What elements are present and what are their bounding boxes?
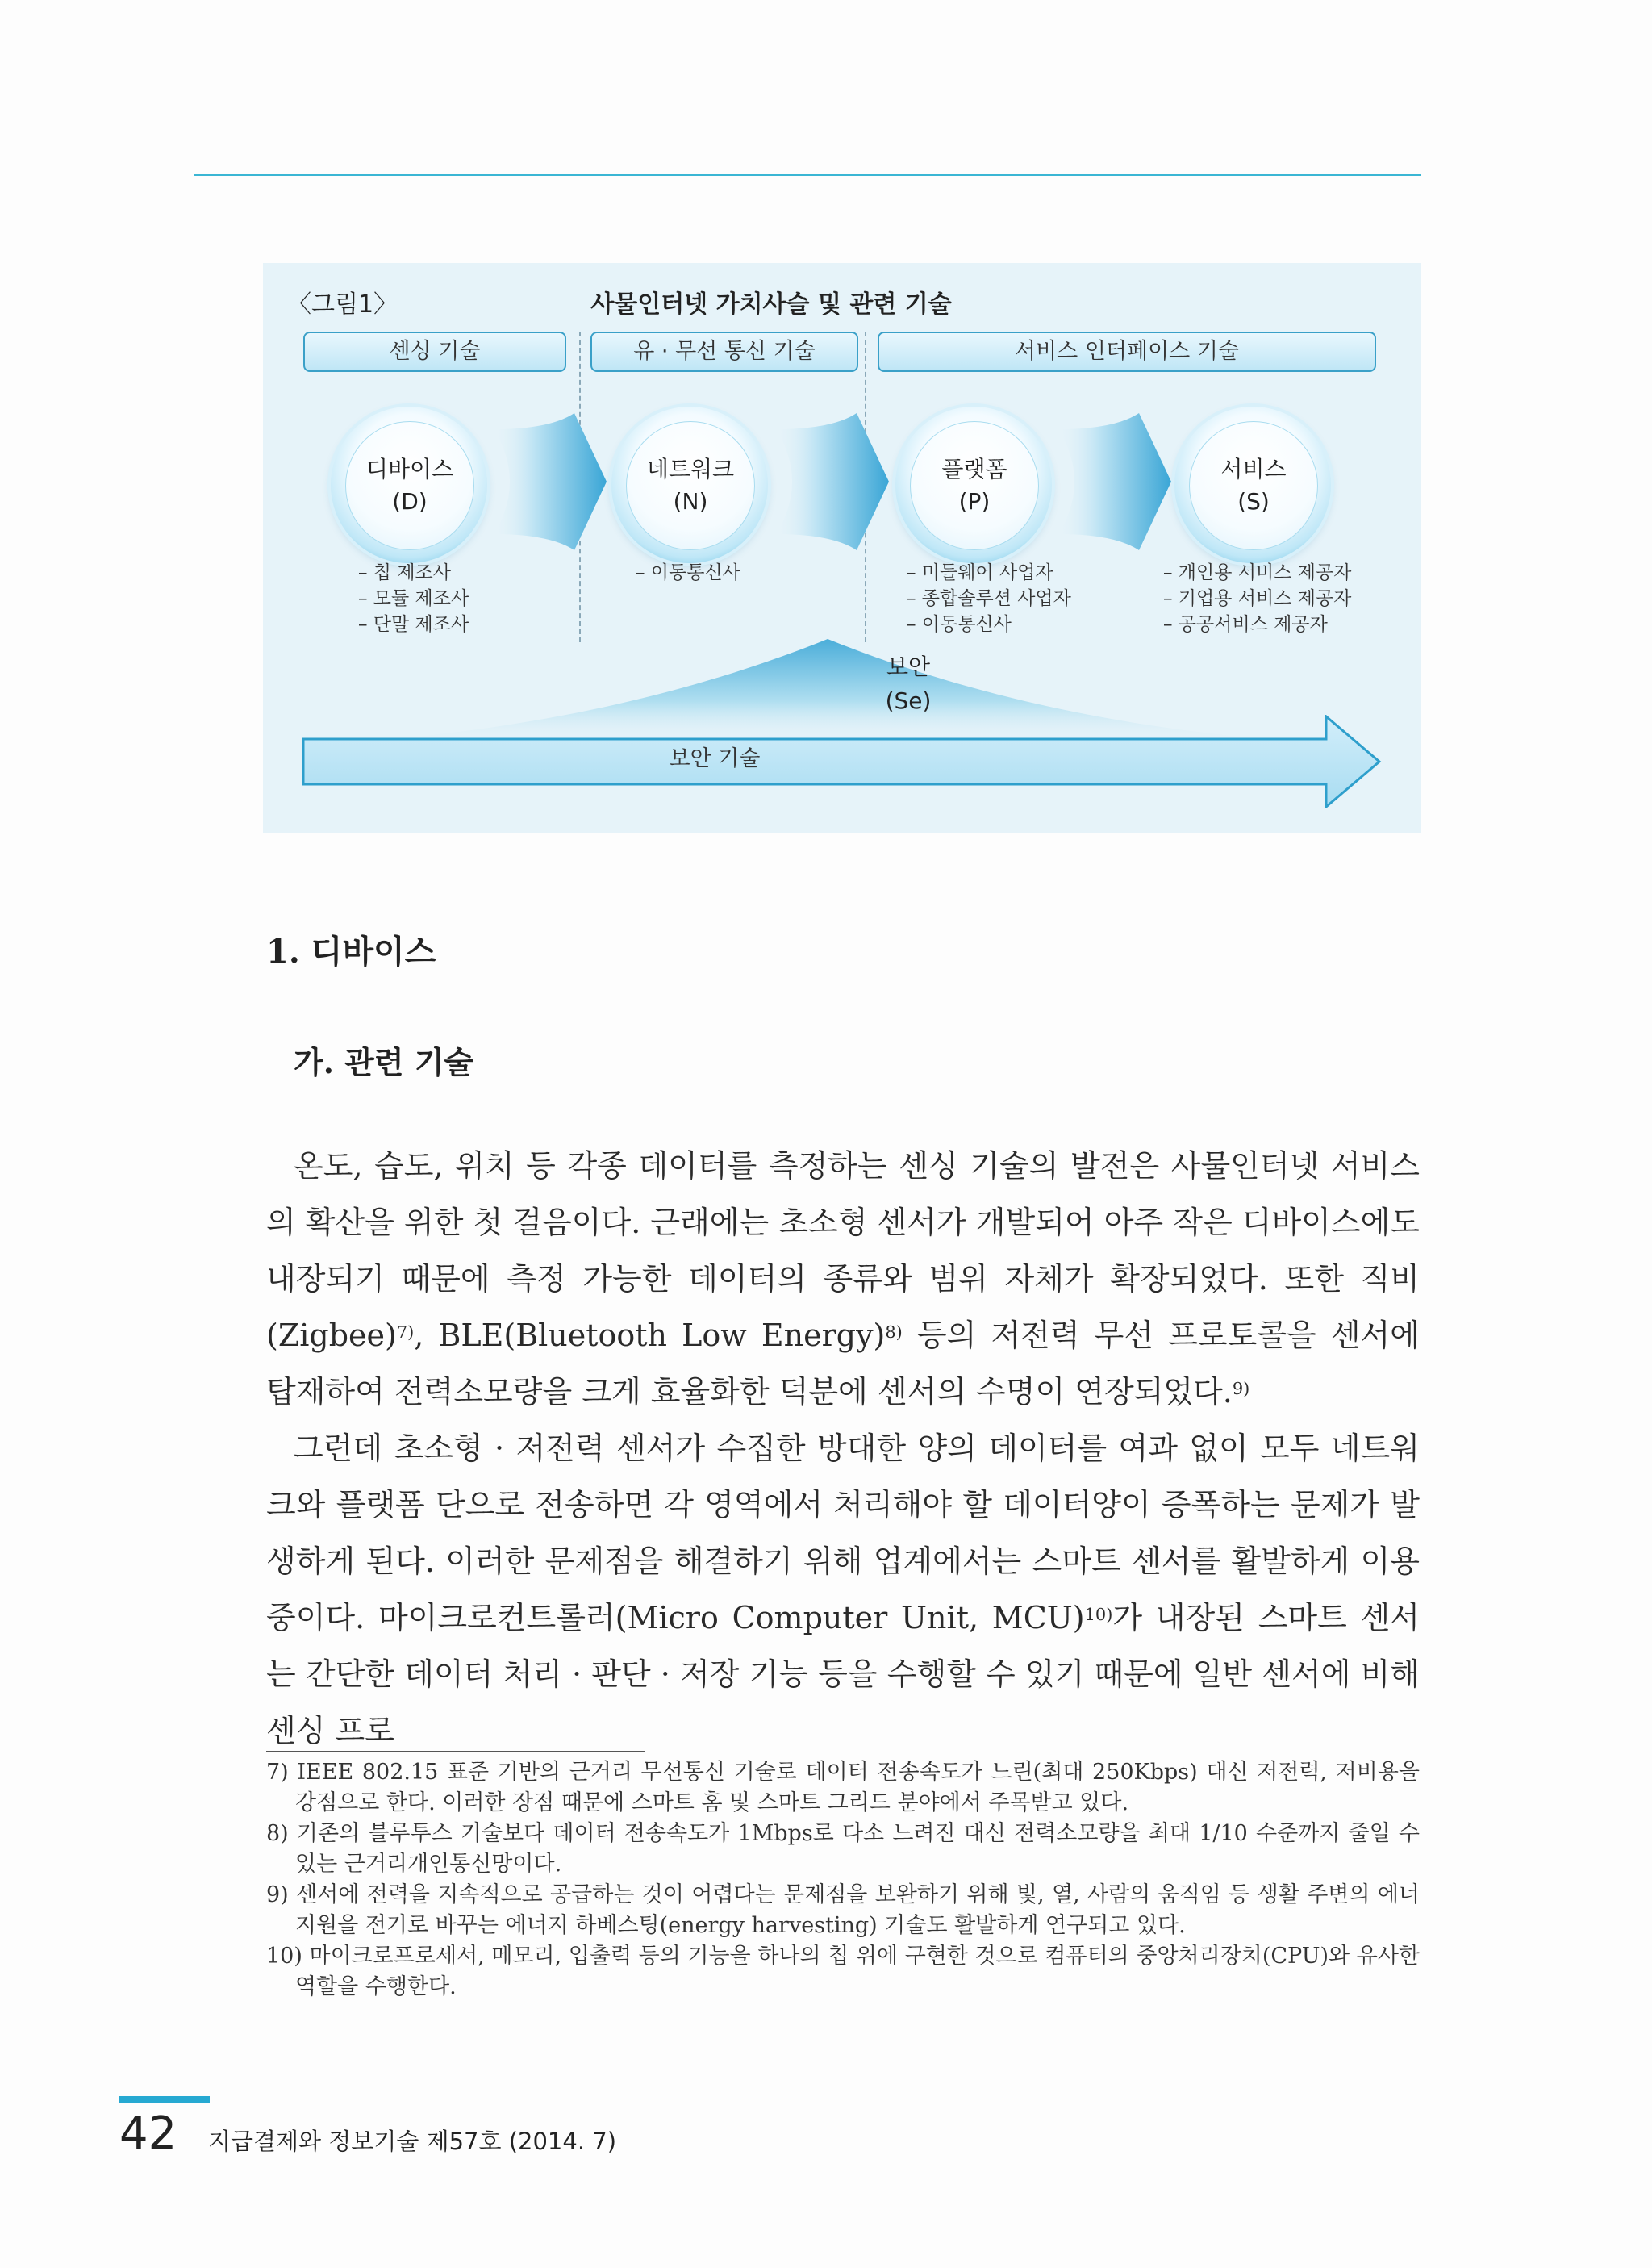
- node-network-name: 네트워크: [646, 456, 735, 482]
- tech-box-network: 유 · 무선 통신 기술: [590, 332, 858, 372]
- security-name: 보안: [886, 654, 931, 680]
- subsection-heading: 가. 관련 기술: [294, 1044, 474, 1080]
- footnote-ref-8: 8): [885, 1322, 903, 1342]
- security-code: (Se): [885, 687, 932, 714]
- tech-box-service-interface: 서비스 인터페이스 기술: [878, 332, 1376, 372]
- security-label: [828, 650, 989, 718]
- flow-arrow-icon: [494, 413, 607, 550]
- node-service: [1174, 407, 1331, 563]
- footnote-10: 10) 마이크로프로세서, 메모리, 입출력 등의 기능을 하나의 칩 위에 구현한 것으로 컴퓨터의 중앙처리장치(CPU)와 유사한 역할을 수행한다.: [266, 1944, 1420, 1999]
- actor-list-platform: [907, 560, 1071, 637]
- actor-item: – 칩 제조사: [358, 562, 451, 583]
- text-run: , BLE(Bluetooth Low Energy): [414, 1318, 886, 1353]
- actor-item: – 기업용 서비스 제공자: [1163, 588, 1352, 609]
- footnote-9: 9) 센서에 전력을 지속적으로 공급하는 것이 어렵다는 문제점을 보완하기 위해 빛, 열, 사람의 움직임 등 생활 주변의 에너지원을 전기로 바꾸는 에너지 하베스팅(energy harvesting) 기술도 활발하게 연구되고 있다.: [266, 1882, 1420, 1938]
- actor-item: – 모듈 제조사: [358, 588, 469, 609]
- actor-item: – 종합솔루션 사업자: [907, 588, 1071, 609]
- footnote-ref-10: 10): [1084, 1605, 1113, 1624]
- actor-list-service: [1163, 560, 1351, 637]
- flow-arrow-icon: [776, 413, 889, 550]
- actor-item: – 공공서비스 제공자: [1163, 614, 1328, 635]
- actor-item: – 이동통신사: [907, 614, 1012, 635]
- footnote-ref-7: 7): [396, 1322, 415, 1342]
- page-accent-bar: [119, 2096, 210, 2103]
- journal-title: 지급결제와 정보기술 제57호 (2014. 7): [208, 2128, 617, 2155]
- actor-item: – 이동통신사: [636, 562, 740, 583]
- actor-item: – 개인용 서비스 제공자: [1163, 562, 1352, 583]
- node-device-name: 디바이스: [365, 456, 454, 482]
- node-platform-name: 플랫폼: [941, 456, 1007, 482]
- node-platform: [895, 407, 1052, 563]
- page-number: 42: [119, 2107, 177, 2160]
- footnote-ref-9: 9): [1232, 1379, 1250, 1398]
- paragraph-1: [266, 1138, 1420, 1420]
- node-service-name: 서비스: [1220, 456, 1287, 482]
- text-run: 등의 저전력 무선 프로토콜을 센서에 탑재하여 전력소모량을 크게 효율화한 덕분에 센서의 수명이 연장되었다.: [266, 1318, 1420, 1410]
- top-rule: [194, 174, 1421, 176]
- actor-list-device: [358, 560, 469, 637]
- figure-title: 사물인터넷 가치사슬 및 관련 기술: [590, 290, 952, 319]
- actor-list-network: [636, 560, 740, 586]
- node-service-code: (S): [1237, 488, 1270, 515]
- flow-arrow-icon: [1058, 413, 1171, 550]
- node-network-code: (N): [673, 488, 708, 515]
- body-text: [266, 1138, 1420, 1759]
- node-network: [611, 407, 768, 563]
- text-run: 온도, 습도, 위치 등 각종 데이터를 측정하는 센싱 기술의 발전은 사물인터넷 서비스의 확산을 위한 첫 걸음이다. 근래에는 초소형 센서가 개발되어 아주 작은 디바이스에도 내장되기 때문에 측정 가능한 데이터의 종류와 범위 자체가 확장되었다. 또한 직비(Zigbee): [266, 1148, 1420, 1353]
- value-chain-figure: [263, 263, 1421, 833]
- node-platform-code: (P): [958, 488, 991, 515]
- security-tech-label: 보안 기술: [669, 746, 761, 771]
- section-heading: 1. 디바이스: [266, 933, 436, 971]
- node-device: [331, 407, 487, 563]
- node-device-code: (D): [392, 488, 428, 515]
- text-run: 그런데 초소형 · 저전력 센서가 수집한 방대한 양의 데이터를 여과 없이 모두 네트워크와 플랫폼 단으로 전송하면 각 영역에서 처리해야 할 데이터양이 증폭하는 문제가 발생하게 된다. 이러한 문제점을 해결하기 위해 업계에서는 스마트 센서를 활발하게 이용 중이다. 마이크로컨트롤러(Micro Computer Unit, MCU): [266, 1431, 1420, 1635]
- footnote-8: 8) 기존의 블루투스 기술보다 데이터 전송속도가 1Mbps로 다소 느려진 대신 전력소모량을 최대 1/10 수준까지 줄일 수 있는 근거리개인통신망이다.: [266, 1821, 1420, 1877]
- actor-item: – 단말 제조사: [358, 614, 469, 635]
- text-run: 가 내장된 스마트 센서는 간단한 데이터 처리 · 판단 · 저장 기능 등을 수행할 수 있기 때문에 일반 센서에 비해 센싱 프로: [266, 1600, 1420, 1748]
- footnote-rule: [266, 1751, 645, 1752]
- paragraph-2: [266, 1420, 1420, 1759]
- footnote-7: 7) IEEE 802.15 표준 기반의 근거리 무선통신 기술로 데이터 전송속도가 느린(최대 250Kbps) 대신 저전력, 저비용을 강점으로 한다. 이러한 장점 때문에 스마트 홈 및 스마트 그리드 분야에서 주목받고 있다.: [266, 1760, 1420, 1815]
- footnotes: [266, 1757, 1420, 2003]
- figure-label: 〈그림1〉: [287, 290, 398, 319]
- actor-item: – 미들웨어 사업자: [907, 562, 1053, 583]
- tech-box-sensing: 센싱 기술: [303, 332, 566, 372]
